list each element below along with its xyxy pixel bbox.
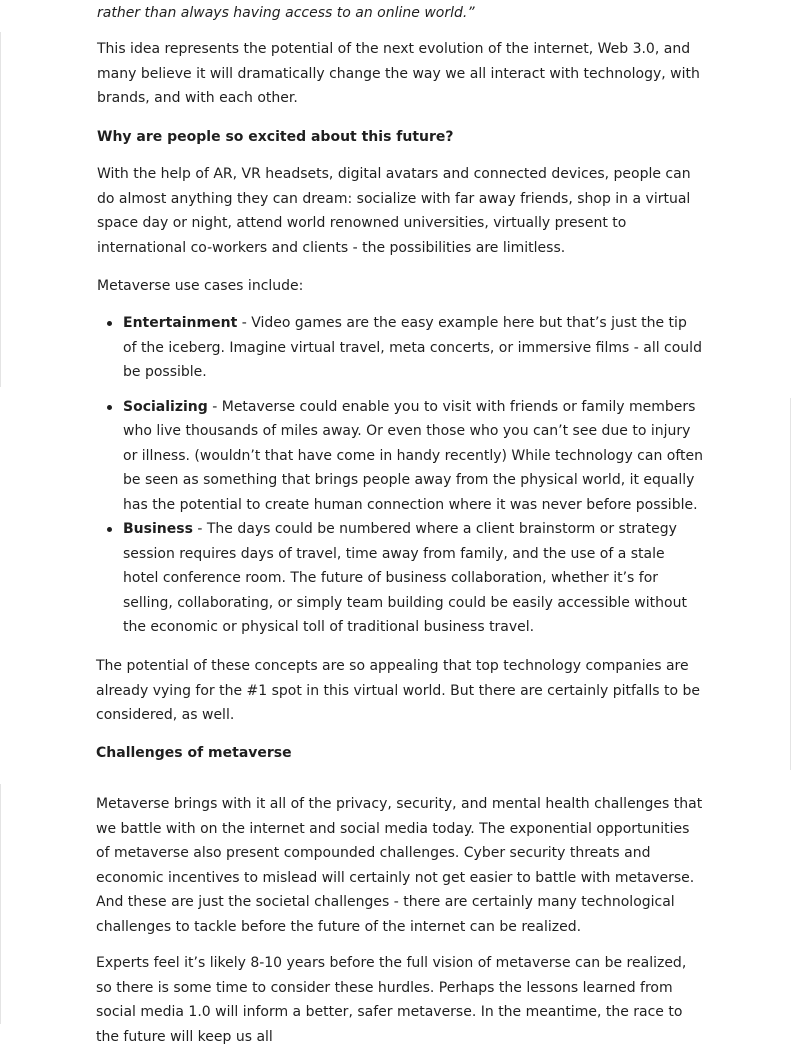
quote-tail: rather than always having access to an online world.”: [97, 5, 475, 21]
paragraph-potential: The potential of these concepts are so appealing that top technology companies are already vying for the #1 spot in this virtual world. But there are certainly pitfalls to be considered, as well.: [96, 658, 700, 723]
paragraph-possibilities: With the help of AR, VR headsets, digital avatars and connected devices, people can do almost anything they can dream: socialize with far away friends, shop in a virtual space day or night, attend world renowned universities, virtually present to international co-workers and clients - the possibilities are limitless.: [97, 166, 691, 256]
heading-why-excited: Why are people so excited about this future?: [97, 129, 454, 145]
use-case-text: - Video games are the easy example here but that’s just the tip of the iceberg. Imagine virtual travel, meta concerts, or immersive films - all could be possible.: [123, 315, 702, 380]
use-case-term: Entertainment: [123, 315, 238, 331]
list-item: [104, 395, 704, 518]
use-case-text: - The days could be numbered where a client brainstorm or strategy session requires days of travel, time away from family, and the use of a stale hotel conference room. The future of business collaboration, whether it’s for selling, collaborating, or simply team building could be easily accessible without the economic or physical toll of traditional business travel.: [123, 521, 687, 635]
bullet-dot-icon: [107, 527, 112, 532]
use-case-term: Socializing: [123, 398, 208, 415]
paragraph-experts: Experts feel it’s likely 8-10 years before the full vision of metaverse can be realized, so there is some time to consider these hurdles. Perhaps the lessons learned from social media 1.0 will inform a better, safer metaverse. In the meantime, the race to the future will keep us all: [96, 955, 687, 1045]
heading-challenges: Challenges of metaverse: [96, 745, 292, 761]
bullet-dot-icon: [107, 405, 112, 410]
use-cases-intro: Metaverse use cases include:: [97, 278, 304, 294]
page-edge-divider: [0, 784, 1, 1024]
bullet-dot-icon: [107, 321, 112, 326]
use-case-term: Business: [123, 521, 193, 537]
paragraph-web3: This idea represents the potential of the next evolution of the internet, Web 3.0, and many believe it will dramatically change the way we all interact with technology, with brands, and with each other.: [97, 41, 700, 106]
use-cases-list: [104, 311, 704, 640]
use-case-text: - Metaverse could enable you to visit with friends or family members who live thousands of miles away. Or even those who you can’t see due to injury or illness. (wouldn’t that have come in handy recently) While technology can often be seen as something that brings people away from the physical world, it equally has the potential to create human connection where it was never before possible.: [123, 398, 704, 513]
list-item: [104, 311, 704, 385]
page-edge-divider: [0, 32, 1, 387]
list-item: [104, 517, 704, 640]
paragraph-challenges: Metaverse brings with it all of the privacy, security, and mental health challenges that we battle with on the internet and social media today. The exponential opportunities of metaverse also present compounded challenges. Cyber security threats and economic incentives to mislead will certainly not get easier to battle with metaverse. And these are just the societal challenges - there are certainly many technological challenges to tackle before the future of the internet can be realized.: [96, 796, 703, 935]
